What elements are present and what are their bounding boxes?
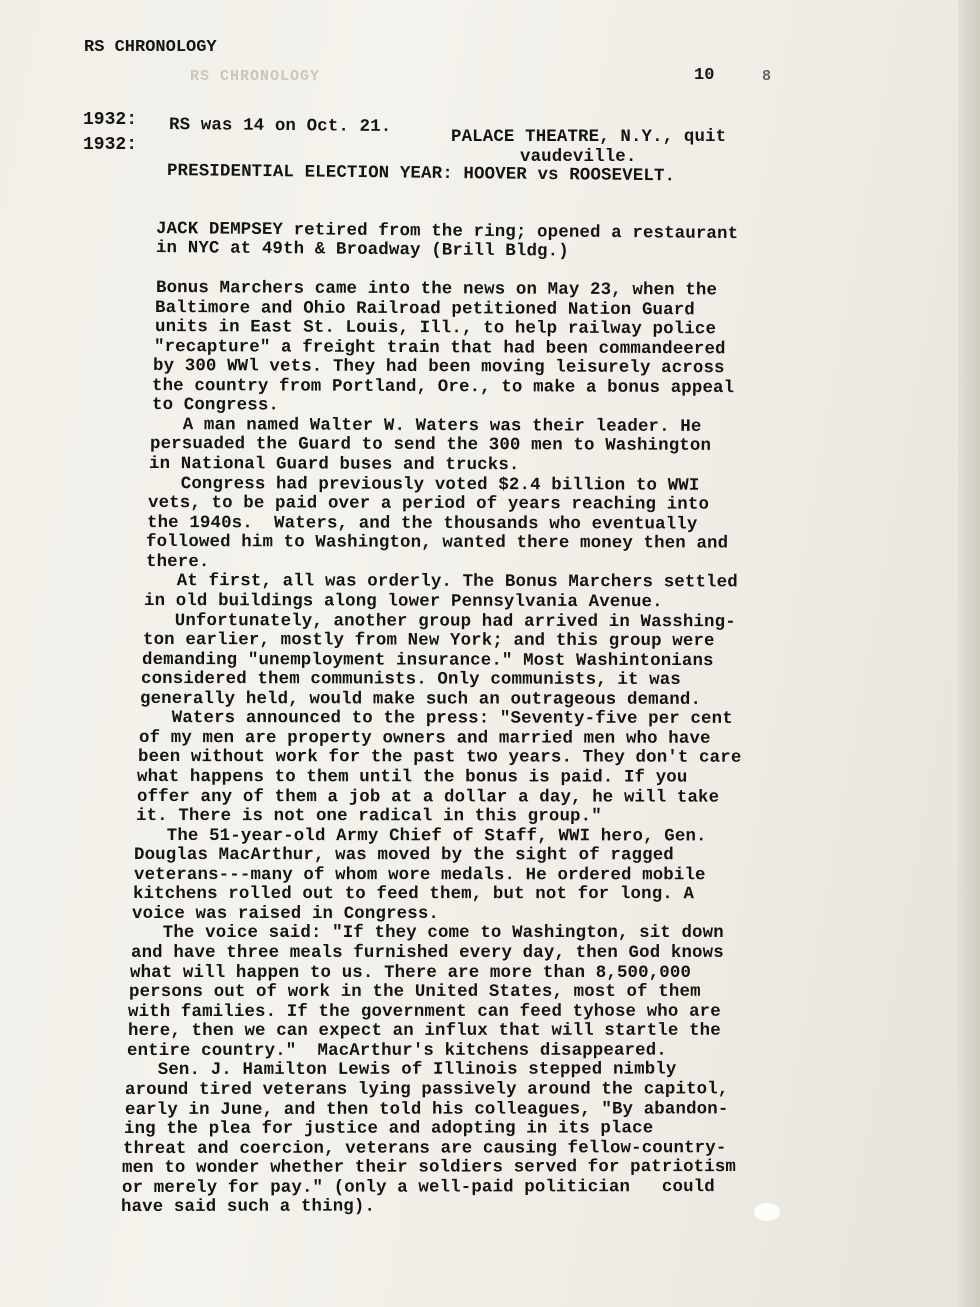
body-line: Baltimore and Ohio Railroad petitioned Nation Guard [154,299,695,321]
white-smudge [754,1203,780,1221]
body-line: there. [145,553,210,573]
page-mark: 8 [762,68,772,85]
body-line: generally held, would make such an outrageous demand. [139,690,702,710]
show-through-title: RS CHRONOLOGY [190,68,321,85]
body-line: Douglas MacArthur, was moved by the sight of ragged [133,846,674,866]
body-line: vets, to be paid over a period of years reaching into [147,494,710,515]
body-line: by 300 WWl vets. They had been moving leisurely across [152,357,725,379]
body-line: men to wonder whether their soldiers served for patriotism [121,1158,737,1178]
body-line: persons out of work in the United States, most of them [128,982,701,1002]
body-line: Congress had previously voted $2.4 billion to WWI [148,475,700,496]
body-line: been without work for the past two years. They don't care [137,748,742,768]
year-label: 1932: [83,110,138,130]
body-line: what will happen to us. There are more than 8,500,000 [129,963,692,983]
body-line: ton earlier, mostly from New York; and this group were [142,631,715,652]
body-line: of my men are property owners and married men who have [138,729,711,749]
body-line: units in East St. Louis, Ill., to help railway police [154,318,717,340]
body-line: here, then we can expect an influx that will startle the [127,1021,721,1041]
header-title: RS CHRONOLOGY [84,38,217,57]
body-line: or merely for pay." (only a well-paid politician could [121,1178,715,1198]
body-line: persuaded the Guard to send the 300 men to Washington [149,435,712,456]
body-line: threat and coercion, veterans are causing fellow-country- [122,1139,727,1159]
body-line: ing the plea for justice and adopting in its place [123,1119,654,1139]
body-line: in National Guard buses and trucks. [148,455,520,476]
body-line: what happens to them until the bonus is paid. If you [136,768,688,788]
body-line: offer any of them a job at a dollar a day, he will take [136,788,720,808]
body-line: Waters announced to the press: "Seventy-five per cent [139,709,733,729]
body-line: entire country." MacArthur's kitchens disappeared. [126,1041,667,1061]
body-line: the country from Portland, Ore., to make a bonus appeal [151,377,735,399]
body-line: demanding "unemployment insurance." Most Washintonians [141,651,714,672]
body-line: it. There is not one radical in this group." [135,807,602,827]
palace-line: vaudeville. [520,148,637,167]
body-line: the 1940s. Waters, and the thousands who eventually [146,514,698,535]
body-line: Unfortunately, another group had arrived in Wasshing- [142,612,736,633]
dempsey-line: in NYC at 49th & Broadway (Brill Bldg.) [155,239,569,262]
body-line: around tired veterans lying passively around the capitol, [124,1080,729,1100]
birthday-line: RS was 14 on Oct. 21. [168,116,392,137]
body-line: early in June, and then told his colleagues, "By abandon- [124,1100,729,1120]
body-line: and have three meals furnished every day, then God knows [131,944,724,963]
body-line: to Congress. [151,396,280,416]
election-line: PRESIDENTIAL ELECTION YEAR: HOOVER vs ROOSEVELT. [166,162,676,187]
body-line: "recapture" a freight train that had been commandeered [153,338,726,360]
next-page-edge [958,0,980,1307]
body-line: in old buildings along lower Pennsylvania Avenue. [143,592,663,613]
palace-line: PALACE THEATRE, N.Y., quit [451,128,727,147]
body-line: The 51-year-old Army Chief of Staff, WWI hero, Gen. [134,827,707,847]
page-number: 10 [694,66,715,85]
body-line: considered them communists. Only communists, it was [140,670,681,690]
body-line: Bonus Marchers came into the news on May 23, when the [155,279,718,301]
body-line: At first, all was orderly. The Bonus Marchers settled [144,572,738,593]
body-line: kitchens rolled out to feed them, but not for long. A [132,885,695,905]
body-line: A man named Walter W. Waters was their leader. He [150,416,702,437]
body-line: The voice said: "If they come to Washington, sit down [131,924,724,943]
body-line: veterans---many of whom wore medals. He ordered mobile [133,866,706,886]
body-line: followed him to Washington, wanted there money then and [145,533,729,554]
body-line: Sen. J. Hamilton Lewis of Illinois stepped nimbly [125,1060,677,1080]
dempsey-line: JACK DEMPSEY retired from the ring; opened a restaurant [155,220,739,245]
year-label: 1932: [83,135,138,155]
body-line: voice was raised in Congress. [131,905,440,925]
body-line: have said such a thing). [120,1197,376,1217]
body-line: with families. If the government can feed tyhose who are [127,1002,721,1022]
